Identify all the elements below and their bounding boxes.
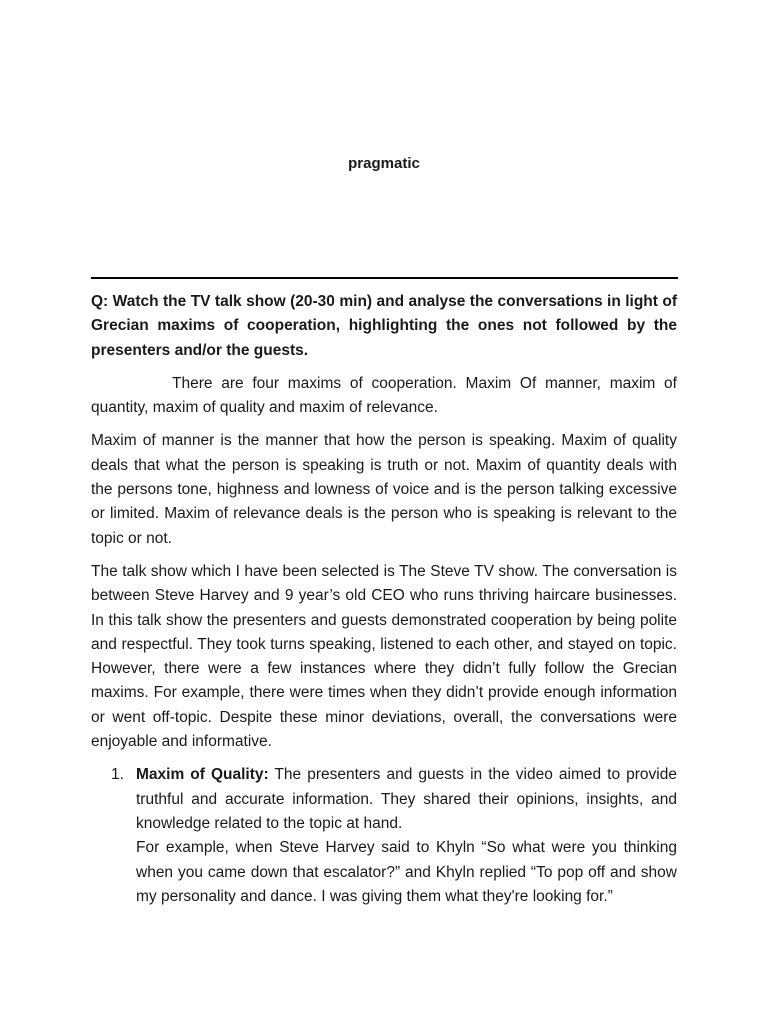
document-body: [91, 290, 677, 909]
maxims-definition-paragraph: Maxim of manner is the manner that how the person is speaking. Maxim of quality deals that what the person is speaking is truth or not. Maxim of quantity deals with the persons tone, highness and lowness of voice and is the person talking excessive or limited. Maxim of relevance deals is the person who is speaking is relevant to the topic or not.: [91, 432, 677, 547]
list-item-body: [136, 763, 677, 836]
intro-paragraph: There are four maxims of cooperation. Maxim Of manner, maxim of quantity, maxim of quality and maxim of relevance.: [91, 374, 677, 417]
horizontal-rule: [91, 277, 678, 279]
list-item-example: For example, when Steve Harvey said to Khyln “So what were you thinking when you came down that escalator?” and Khyln replied “To pop off and show my personality and dance. I was giving them what they're looking for.”: [136, 839, 677, 905]
document-title: pragmatic: [348, 155, 420, 172]
talk-show-paragraph: The talk show which I have been selected is The Steve TV show. The conversation is between Steve Harvey and 9 year’s old CEO who runs thriving haircare businesses. In this talk show the presenters and guests demonstrated cooperation by being polite and respectful. They took turns speaking, listened to each other, and stayed on topic. However, there were a few instances where they didn’t fully follow the Grecian maxims. For example, there were times when they didn’t provide enough information or went off-topic. Despite these minor deviations, overall, the conversations were enjoyable and informative.: [91, 562, 677, 751]
question-text: Q: Watch the TV talk show (20-30 min) and analyse the conversations in light of Grecian maxims of cooperation, highlighting the ones not followed by the presenters and/or the guests.: [91, 293, 677, 359]
list-item-label: Maxim of Quality:: [136, 766, 269, 784]
list-item-number: 1.: [111, 766, 124, 784]
list-item-text: The presenters and guests in the video aimed to provide truthful and accurate information. They shared their opinions, insights, and knowledge related to the topic at hand.: [136, 766, 677, 832]
list-item: [91, 763, 677, 909]
